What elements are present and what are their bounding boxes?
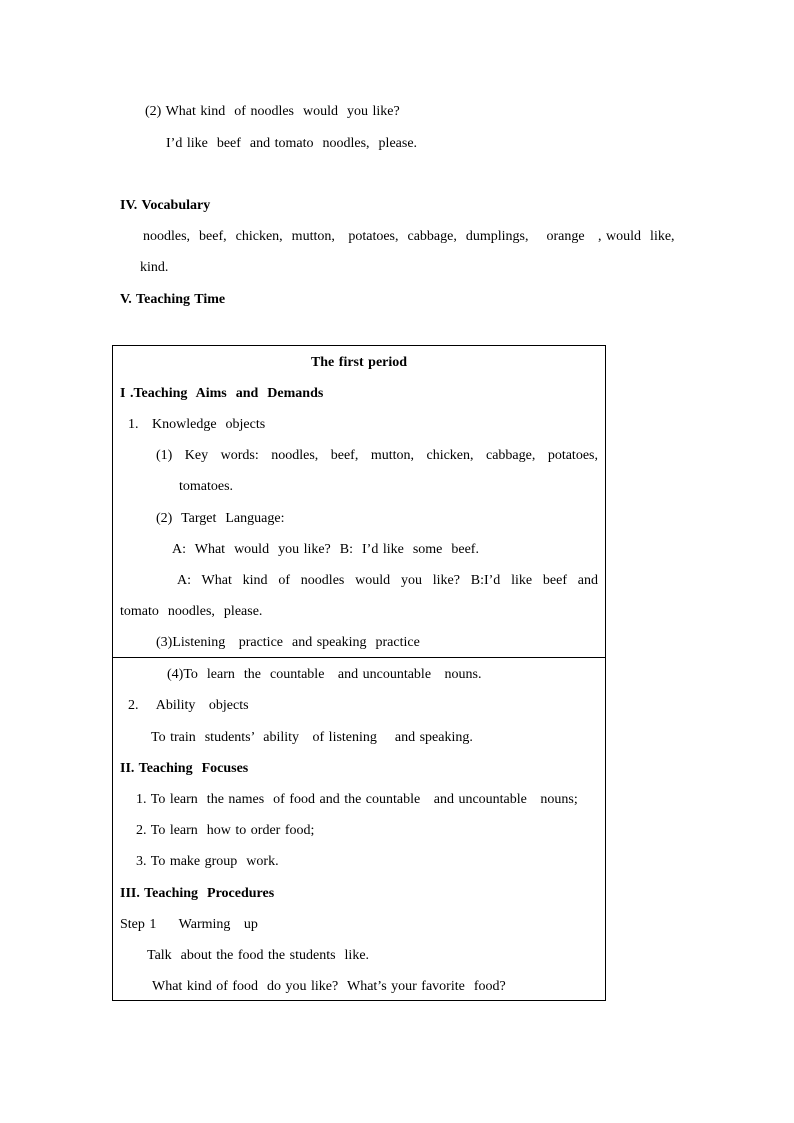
ability-text: To train students’ ability of listening and speaking. (151, 730, 473, 745)
key-words-line-2: tomatoes. (179, 479, 234, 494)
teaching-time-heading: V. Teaching Time (120, 292, 226, 307)
vocabulary-line-1: noodles, beef, chicken, mutton, potatoes, cabbage, dumplings, orange , would like, (143, 229, 675, 244)
dialogue-line-2: A: What kind of noodles would you like? B:I’d like beef and (177, 573, 598, 588)
countable-nouns: (4)To learn the countable and uncountable nouns. (167, 667, 482, 682)
knowledge-heading: 1. Knowledge objects (128, 417, 266, 432)
step-1-talk: Talk about the food the students like. (147, 948, 370, 963)
step-1-question: What kind of food do you like? What’s your favorite food? (152, 979, 506, 994)
key-words-line-1: (1) Key words: noodles, beef, mutton, chicken, cabbage, potatoes, (156, 448, 598, 463)
vocabulary-heading: IV. Vocabulary (120, 198, 211, 213)
period-title: The first period (310, 355, 408, 370)
vocabulary-line-2: kind. (140, 260, 169, 275)
ability-heading: 2. Ability objects (128, 698, 249, 713)
question-2: (2) What kind of noodles would you like? (145, 104, 400, 119)
step-1: Step 1 Warming up (120, 917, 258, 932)
target-language: (2) Target Language: (156, 511, 285, 526)
focus-1: 1. To learn the names of food and the countable and uncountable nouns; (136, 792, 578, 807)
aims-heading: I .Teaching Aims and Demands (120, 386, 324, 401)
table-row-divider (112, 657, 606, 658)
focus-3: 3. To make group work. (136, 854, 279, 869)
focuses-heading: II. Teaching Focuses (120, 761, 249, 776)
procedures-heading: III. Teaching Procedures (120, 886, 275, 901)
answer-2: I’d like beef and tomato noodles, please. (166, 136, 418, 151)
focus-2: 2. To learn how to order food; (136, 823, 315, 838)
dialogue-line-1: A: What would you like? B: I’d like some beef. (172, 542, 479, 557)
dialogue-line-3: tomato noodles, please. (120, 604, 263, 619)
listening-practice: (3)Listening practice and speaking practice (156, 635, 420, 650)
